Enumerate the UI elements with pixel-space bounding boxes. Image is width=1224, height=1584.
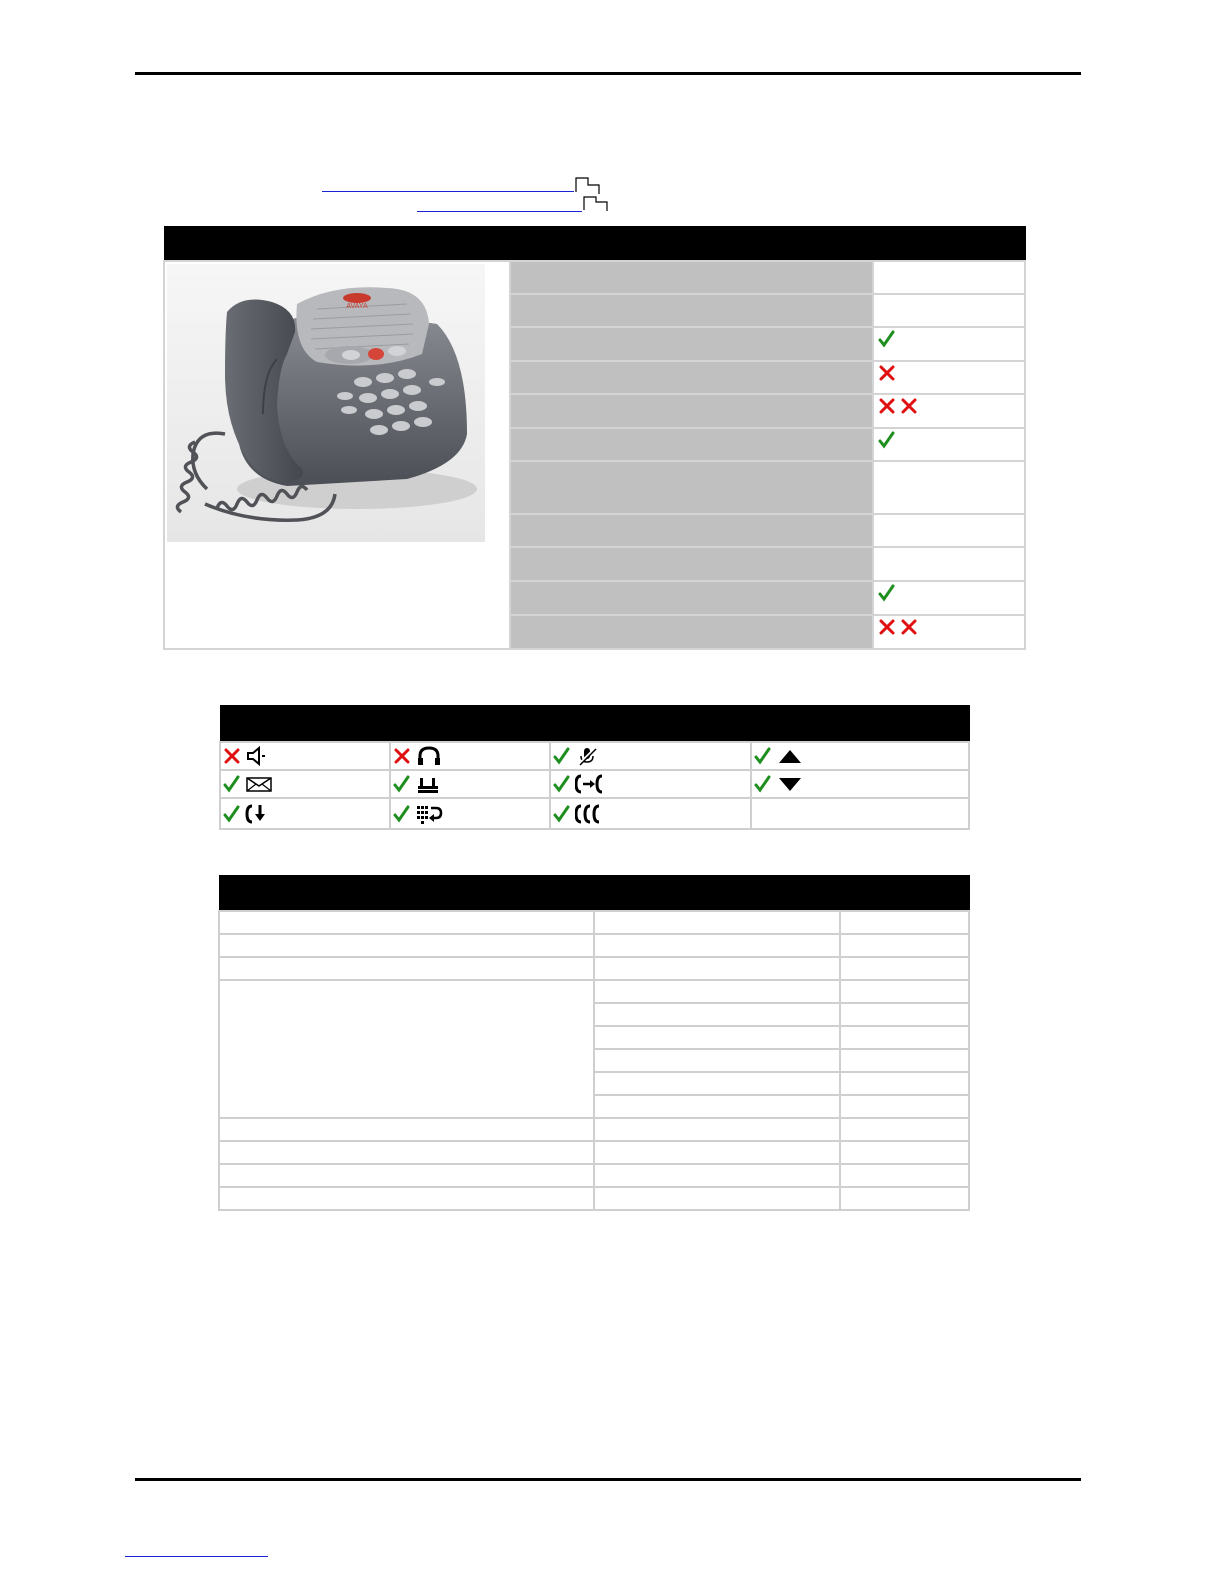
icon-cell <box>390 742 550 770</box>
spec-value-cell <box>873 394 1025 428</box>
spec-value-cell <box>873 461 1025 514</box>
support-cell <box>840 1072 969 1095</box>
support-cell <box>840 1026 969 1049</box>
icon-row <box>220 770 969 798</box>
option-cell <box>594 1049 840 1072</box>
header-cell <box>164 227 510 262</box>
check-icon <box>393 775 411 793</box>
icon-cell <box>550 742 751 770</box>
redial-icon <box>415 804 443 824</box>
arrow-up-icon <box>776 746 804 766</box>
support-cell <box>840 980 969 1003</box>
support-cell <box>840 1049 969 1072</box>
option-cell <box>594 980 840 1003</box>
spec-value-cell <box>873 361 1025 394</box>
icon-row <box>220 742 969 770</box>
check-icon <box>553 775 571 793</box>
reference-link-2[interactable] <box>417 211 582 212</box>
icon-cell <box>220 770 390 798</box>
option-cell <box>594 1187 840 1210</box>
message-icon <box>245 774 273 794</box>
feature-cell <box>219 1141 594 1164</box>
support-cell <box>840 1141 969 1164</box>
table-row <box>219 1187 969 1210</box>
option-cell <box>594 1118 840 1141</box>
icon-cell <box>751 742 969 770</box>
table-row <box>219 980 969 1003</box>
spec-label-cell <box>510 428 872 461</box>
option-cell <box>594 1141 840 1164</box>
option-cell <box>594 934 840 957</box>
icon-cell <box>390 798 550 829</box>
check-icon <box>754 775 772 793</box>
spec-label-cell <box>510 327 872 361</box>
support-cell <box>840 1095 969 1118</box>
speaker-icon <box>245 746 273 766</box>
header-cell <box>219 876 840 912</box>
check-icon <box>223 805 241 823</box>
spec-label-cell <box>510 361 872 394</box>
support-cell <box>840 1003 969 1026</box>
spec-label-cell <box>510 261 872 294</box>
table-row <box>219 934 969 957</box>
cross-icon <box>878 364 896 382</box>
check-icon <box>553 805 571 823</box>
spec-value-cell <box>873 327 1025 361</box>
details-table <box>218 875 970 1211</box>
option-cell <box>594 1164 840 1187</box>
phone-spec-table <box>163 226 1026 650</box>
header-cell <box>510 227 872 262</box>
check-icon <box>878 330 896 348</box>
transfer-icon <box>575 774 603 794</box>
check-icon <box>393 805 411 823</box>
icon-cell <box>220 742 390 770</box>
spec-value-cell <box>873 547 1025 581</box>
reference-link-1[interactable] <box>322 191 574 192</box>
icon-cell <box>550 798 751 829</box>
check-icon <box>223 775 241 793</box>
feature-cell <box>219 934 594 957</box>
support-cell <box>840 1187 969 1210</box>
spec-row <box>164 261 1025 294</box>
option-cell <box>594 957 840 980</box>
table-row <box>219 1164 969 1187</box>
table-row <box>219 1141 969 1164</box>
option-cell <box>594 1095 840 1118</box>
option-cell <box>594 1003 840 1026</box>
spec-value-cell <box>873 261 1025 294</box>
page-reference-icon <box>583 196 611 212</box>
cross-icon <box>878 618 896 636</box>
header-cell <box>220 706 969 743</box>
spec-value-cell <box>873 514 1025 547</box>
header-cell <box>873 227 1025 262</box>
cross-icon <box>223 747 241 765</box>
arrow-down-icon <box>776 774 804 794</box>
check-icon <box>878 431 896 449</box>
support-cell <box>840 957 969 980</box>
page-reference-icon <box>575 176 603 196</box>
feature-cell <box>219 911 594 934</box>
feature-cell <box>219 1187 594 1210</box>
feature-cell <box>219 980 594 1118</box>
header-cell <box>840 876 969 912</box>
header-rule <box>135 72 1081 75</box>
mute-icon <box>575 746 603 766</box>
svg-text:AVAYA: AVAYA <box>346 303 368 310</box>
spec-label-cell <box>510 461 872 514</box>
desk-phone-photo <box>167 264 485 542</box>
icon-cell <box>751 798 969 829</box>
table-row <box>219 1118 969 1141</box>
option-cell <box>594 1026 840 1049</box>
support-cell <box>840 1164 969 1187</box>
icon-row <box>220 798 969 829</box>
table-header <box>164 227 1025 262</box>
cross-icon <box>878 397 896 415</box>
table-header <box>220 706 969 743</box>
spec-value-cell <box>873 294 1025 327</box>
spec-label-cell <box>510 394 872 428</box>
check-icon <box>878 584 896 602</box>
option-cell <box>594 1072 840 1095</box>
icon-cell <box>220 798 390 829</box>
feature-cell <box>219 957 594 980</box>
icon-cell <box>390 770 550 798</box>
icon-cell <box>550 770 751 798</box>
check-icon <box>754 747 772 765</box>
spec-value-cell <box>873 581 1025 615</box>
spec-label-cell <box>510 615 872 649</box>
drop-icon <box>245 804 273 824</box>
table-row <box>219 911 969 934</box>
support-cell <box>840 911 969 934</box>
footer-link[interactable] <box>125 1556 268 1557</box>
option-cell <box>594 911 840 934</box>
spec-value-cell <box>873 615 1025 649</box>
icon-cell <box>751 770 969 798</box>
spec-label-cell <box>510 581 872 615</box>
conference-icon <box>575 804 603 824</box>
table-row <box>219 957 969 980</box>
support-cell <box>840 934 969 957</box>
phone-photo-cell <box>164 261 510 649</box>
spec-label-cell <box>510 294 872 327</box>
spec-label-cell <box>510 547 872 581</box>
cross-icon <box>393 747 411 765</box>
hold-icon <box>415 774 443 794</box>
feature-cell <box>219 1118 594 1141</box>
spec-value-cell <box>873 428 1025 461</box>
check-icon <box>553 747 571 765</box>
cross-icon <box>900 618 918 636</box>
cross-icon <box>900 397 918 415</box>
spec-label-cell <box>510 514 872 547</box>
support-cell <box>840 1118 969 1141</box>
headset-icon <box>415 746 443 766</box>
footer-rule <box>135 1478 1081 1481</box>
table-header <box>219 876 969 912</box>
display-icons-table <box>219 705 970 830</box>
feature-cell <box>219 1164 594 1187</box>
